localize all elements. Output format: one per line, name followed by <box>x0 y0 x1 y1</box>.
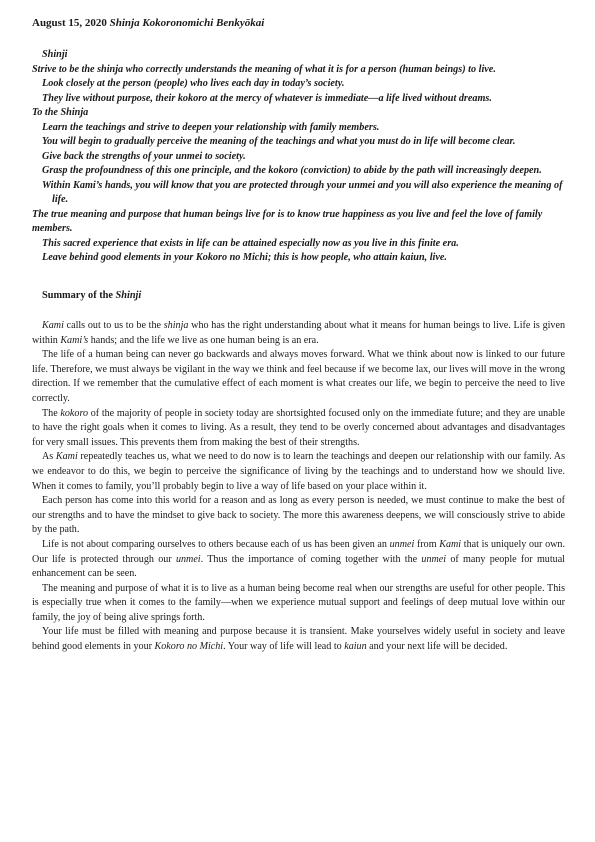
summary-paragraph: The life of a human being can never go backwards and always moves forward. What we think about now is linked to our future life. Therefore, we must always be vigilant in the way we think and feel because if we become lax, our lives will move in the wrong direction. If we remember that the cumulative effect of each moment is what creates our life, we begin to perceive the need to live correctly. <box>32 349 565 404</box>
text-run: . Thus the importance of coming together with the <box>200 553 422 565</box>
shinji-line: Within Kami’s hands, you will know that you are protected through your unmei and you will also experience the meaning of life. <box>42 179 563 205</box>
text-run: calls out to us to be the <box>63 320 164 331</box>
text-run: of many people for mutual enhancement can be seen. <box>32 553 565 580</box>
term: Kami <box>439 538 462 550</box>
term: Kami <box>42 320 64 331</box>
shinji-heading: Shinji <box>42 49 68 60</box>
shinji-line: Give back the strengths of your unmei to society. <box>42 150 246 162</box>
summary-heading-term: Shinji <box>115 290 142 301</box>
text-run: As <box>42 451 56 463</box>
text-run: who has the right understanding about what it means for human beings to live. Life is given within <box>32 320 565 346</box>
summary-heading-prefix: Summary of the <box>42 290 116 301</box>
summary-paragraph <box>32 625 565 654</box>
text-run: hands; and the life we live as one human being is an era. <box>88 334 319 346</box>
term: Kami’s <box>60 334 89 346</box>
text-run: . Your way of life will lead to <box>223 641 345 653</box>
shinji-line: Strive to be the shinja who correctly understands the meaning of what it is for a person (human beings) to live. <box>32 63 496 75</box>
summary-body <box>32 319 565 655</box>
summary-paragraph: The meaning and purpose of what it is to live as a human being become real when our strengths are useful for other people. This is especially true when it comes to the family—when we experience mutual support and feelings of deep mutual love within our family, the joy of being alive springs forth. <box>32 582 565 623</box>
shinji-block <box>32 48 567 266</box>
term: Kami <box>55 451 78 463</box>
summary-paragraph <box>32 407 565 451</box>
shinji-line: Look closely at the person (people) who lives each day in today’s society. <box>42 78 345 89</box>
page-header <box>32 17 264 29</box>
shinji-line: This sacred experience that exists in life can be attained especially now as you live in this finite era. <box>42 237 459 249</box>
term: kokoro <box>60 407 89 419</box>
summary-paragraph <box>32 450 565 494</box>
shinji-line: Grasp the profoundness of this one principle, and the kokoro (conviction) to abide by the path will increasingly deepen. <box>42 165 542 176</box>
text-run: from <box>414 538 440 550</box>
text-run: Life is not about comparing ourselves to others because each of us has been given an <box>42 538 390 550</box>
shinji-line: You will begin to gradually perceive the meaning of the teachings and what you must do in life will become clear. <box>42 136 516 147</box>
header-title: Shinja Kokoronomichi Benkyōkai <box>109 17 265 29</box>
text-run: Your life must be filled with meaning and purpose because it is transient. Make yourselves widely useful in society and leave behind good elements in your <box>32 626 565 653</box>
shinji-line: Learn the teachings and strive to deepen your relationship with family members. <box>42 121 380 133</box>
summary-paragraph: Each person has come into this world for a reason and as long as every person is needed, we must continue to make the best of our strengths and to have the mindset to give back to society. The more this awareness deepens, we will consciously strive to abide by the path. <box>32 495 565 536</box>
term: unmei <box>389 538 415 550</box>
text-run: that is uniquely our own. Our life is protected through our <box>32 538 565 565</box>
term: unmei <box>175 553 201 565</box>
term: shinja <box>163 320 189 331</box>
term: kaiun <box>344 641 367 653</box>
text-run: of the majority of people in society today are shortsighted focused only on the immediate future; and they are unable to have the right goals when it comes to living. As a result, they tend to be overly concerned about advantages and disadvantages for very small issues. This prevents them from making the best of their strengths. <box>32 407 566 448</box>
shinji-line: Leave behind good elements in your Kokoro no Michi; this is how people, who attain kaiun, live. <box>42 252 447 263</box>
summary-paragraph <box>32 319 565 348</box>
text-run: repeatedly teaches us, what we need to do now is to learn the teachings and deepen our relationship with our family. As we endeavor to do this, we begin to perceive the significance of living by the teachings and to understand how we should live. When it comes to family, you’ll probably begin to live a way of life based on your place within it. <box>32 451 566 492</box>
term: unmei <box>421 553 447 565</box>
summary-heading <box>42 290 141 301</box>
summary-paragraph <box>32 538 565 582</box>
term: Kokoro no Michi <box>154 641 224 653</box>
shinji-line: They live without purpose, their kokoro at the mercy of whatever is immediate—a life lived without dreams. <box>42 92 492 104</box>
header-date: August 15, 2020 <box>32 17 107 29</box>
text-run: The <box>42 407 61 419</box>
shinji-subheading: To the Shinja <box>32 107 89 118</box>
shinji-line: The true meaning and purpose that human beings live for is to know true happiness as you live and feel the love of family members. <box>32 208 543 234</box>
text-run: and your next life will be decided. <box>366 641 508 653</box>
